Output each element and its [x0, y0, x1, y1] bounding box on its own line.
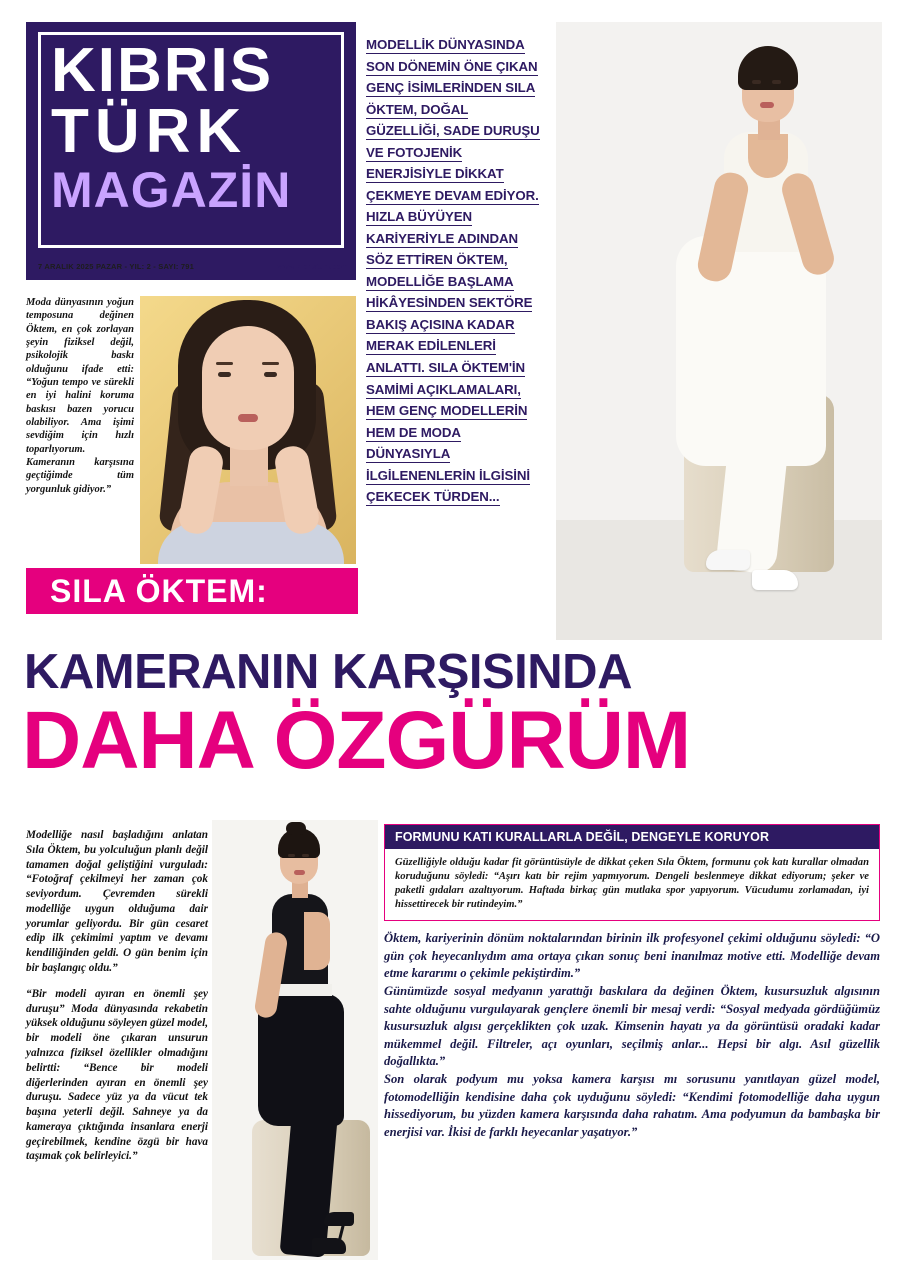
- photo-hero: [556, 22, 882, 640]
- masthead-line3: MAGAZİN: [51, 161, 292, 218]
- masthead-frame: [38, 32, 344, 248]
- masthead-footer: [38, 262, 348, 271]
- headline-line2: DAHA ÖZGÜRÜM: [22, 695, 691, 786]
- bottom-right-paragraph-3: Son olarak podyum mu yoksa kamera karşısı mı sorusunu yanıtlayan güzel model, fotomodelliğin kendisine daha çok uyduğunu söyledi: “Kendimi fotomodelliğe daha uygun hissediyorum, bu yüzden kamera karşısında daha rahatım. Ama podyumun da bambaşka bir enerjisi var. İkisi de farklı heyecanlar yaşatıyor.”: [384, 1072, 880, 1139]
- bottom-right-paragraph-1: Öktem, kariyerinin dönüm noktalarından birinin ilk profesyonel çekimi olduğunu söyledi: “O gün çok heyecanlıydım ama ortaya çıkan sonuç beni inanılmaz motive etti. Modelliğe devam etme kararımı o çekimle pekiştirdim.”: [384, 931, 880, 981]
- left-caption-text: Moda dünyasının yoğun temposuna değinen Öktem, en çok zorlayan şeyin fiziksel değil, psikolojik baskı olduğunu ifade etti: “Yoğun tempo ve sürekli en iyi halini koruma baskısı bazen yorucu olabiliyor. Ama işimi sevdiğim için hızlı toparlıyorum. Kameranın karşısına geçtiğimde tüm yorgunluk gidiyor.”: [26, 297, 134, 495]
- headline-line1: KAMERANIN KARŞISINDA: [24, 645, 632, 699]
- bottom-right-column: [384, 930, 880, 1142]
- sidebar-info-box: [384, 824, 880, 921]
- bottom-right-paragraph-2: Günümüzde sosyal medyanın yarattığı baskılara da değinen Öktem, kusursuzluk algısının sahte olduğunu vurgulayarak gençlere önemli bir mesaj verdi: “Sosyal medyada gördüğümüz kusursuzluk algısı gerçeklikten çok uzak. Kimsenin hayatı ya da görüntüsü oradaki kadar mükemmel değil. Filtreler, açı oyunları, seçilmiş anlar... Hepsi bir algı. Asıl güzellik doğallıkta.”: [384, 983, 880, 1069]
- name-banner-label: SILA ÖKTEM:: [50, 572, 268, 609]
- masthead-line1: KIBRIS: [51, 36, 274, 105]
- sidebar-info-box-body: Güzelliğiyle olduğu kadar fit görüntüsüyle de dikkat çeken Sıla Öktem, formunu çok katı kurallar olmadan koruduğunu söyledi: “Aşırı katı bir rejim yapmıyorum. Dengeli beslenmeye dikkat ediyorum; şeker ve paketli gıdaları azaltıyorum. Haftada birkaç gün mutlaka spor yapıyorum. Vücudumu zorlamadan, iyi hissettirecek bir rutindeyim.”: [395, 857, 869, 911]
- name-banner: [26, 568, 358, 614]
- bottom-left-column: [26, 828, 208, 1175]
- masthead: [26, 22, 356, 280]
- sidebar-info-box-heading: FORMUNU KATI KURALLARLA DEĞİL, DENGEYLE KORUYOR: [385, 825, 879, 849]
- website-url[interactable]: www.kibristurk.com: [277, 262, 348, 271]
- bottom-left-paragraph-1: Modelliğe nasıl başladığını anlatan Sıla Öktem, bu yolculuğun planlı değil tamamen doğal geliştiğini vurguladı: “Fotoğraf çekilmeyi her zaman çok seviyordum. Çevremden sürekli modelliğe uygun olduğuma dair yorumlar geliyordu. Bir gün cesaret edip ilk çekimimi yaptım ve devamı kendiliğinden geldi. O gün benim için bir başlangıç oldu.”: [26, 829, 208, 975]
- bottom-left-paragraph-2: “Bir modeli ayıran en önemli şey duruşu” Moda dünyasında rekabetin yüksek olduğunu söyleyen güzel model, bir modeli öne çıkaran unsurun yalnızca fiziksel özellikler olmadığını belirtti: “Bence bir modeli diğerlerinden ayıran en önemli şey duruşu. Sadece yüz ya da vücut tek başına yeterli değil. Sahneye ya da kameraya çıktığında insanlara enerji geçirebilmek, kendine özgü bir hava taşımak çok belirleyici.”: [26, 987, 208, 1163]
- intro-paragraph: MODELLİK DÜNYASINDA SON DÖNEMİN ÖNE ÇIKAN GENÇ İSİMLERİNDEN SILA ÖKTEM, DOĞAL GÜZELLİĞİ, SADE DURUŞU VE FOTOJENİK ENERJİSİYLE DİKKAT ÇEKMEYE DEVAM EDİYOR. HIZLA BÜYÜYEN KARİYERİYLE ADINDAN SÖZ ETTİREN ÖKTEM, MODELLİĞE BAŞLAMA HİKÂYESİNDEN SEKTÖRE BAKIŞ AÇISINA KADAR MERAK EDİLENLERİ ANLATTI. SILA ÖKTEM'İN SAMİMİ AÇIKLAMALARI, HEM GENÇ MODELLERİN HEM DE MODA DÜNYASIYLA İLGİLENENLERİN İLGİSİNİ ÇEKECEK TÜRDEN...: [366, 37, 540, 505]
- issue-info: 7 ARALIK 2025 PAZAR - YIL: 2 - SAYI: 791: [38, 262, 194, 271]
- photo-bottom: [212, 820, 378, 1260]
- photo-top-portrait: [140, 296, 356, 564]
- masthead-line2: TÜRK: [51, 96, 248, 166]
